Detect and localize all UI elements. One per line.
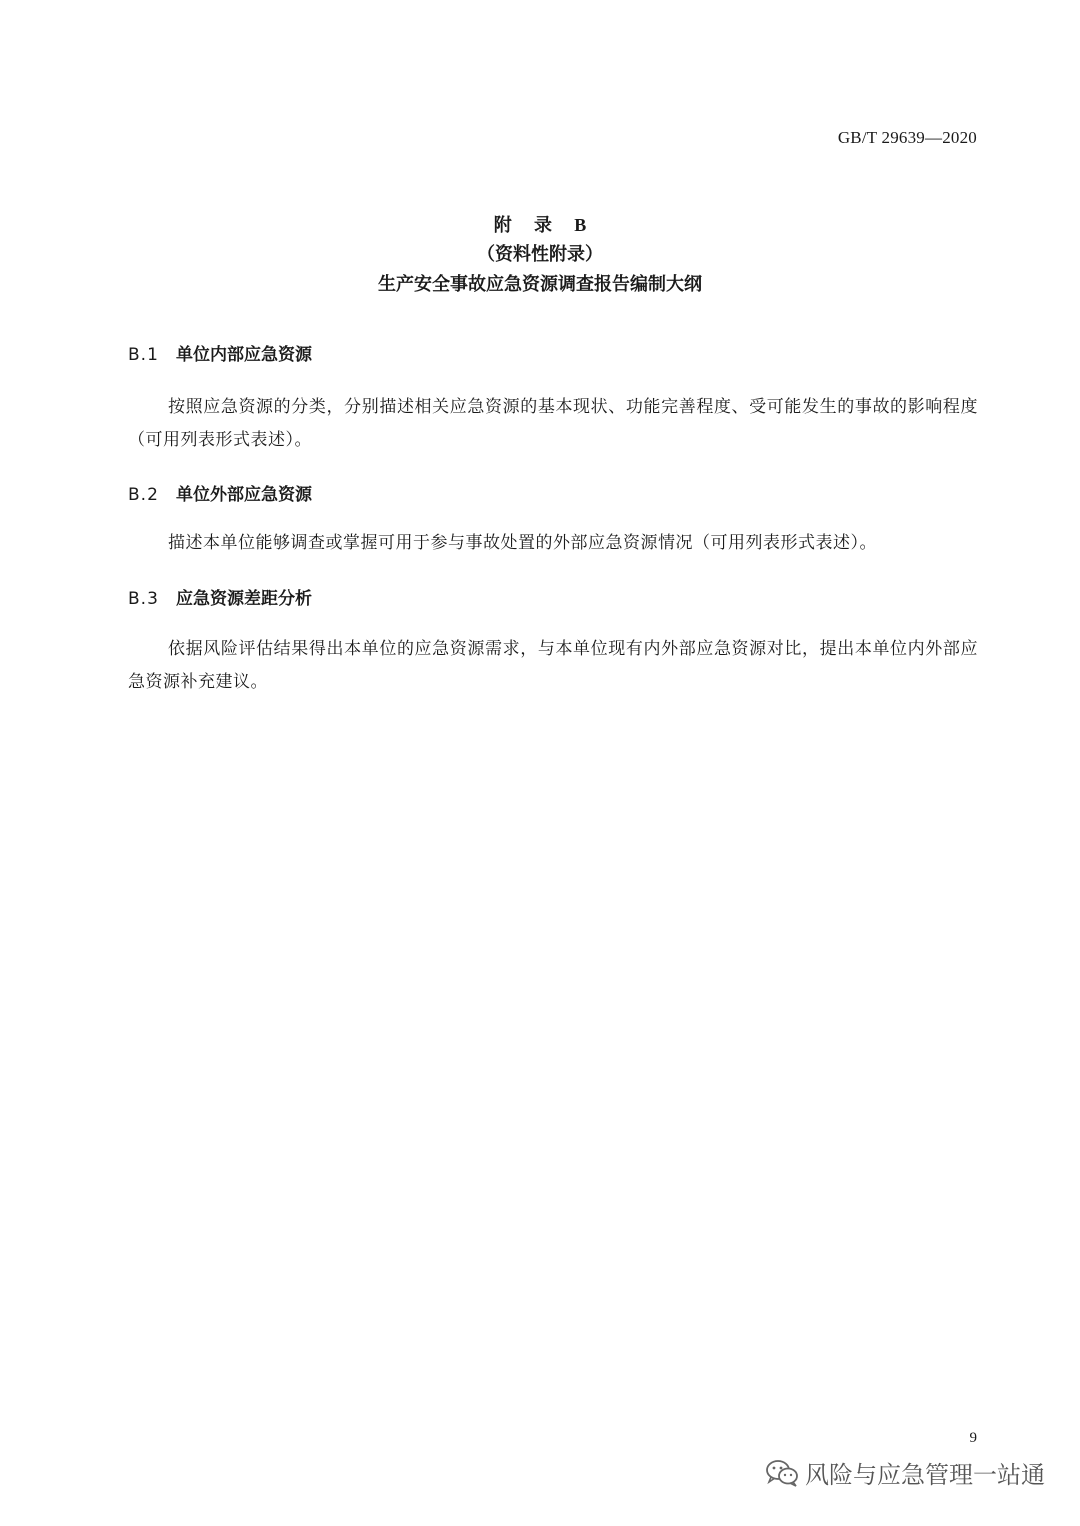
wechat-icon [765,1459,799,1487]
section-number: B.1 [128,345,159,365]
section-heading-b3 [128,584,312,609]
section-title: 单位内部应急资源 [176,345,312,365]
section-title: 单位外部应急资源 [176,485,312,505]
annex-title [0,210,1080,240]
annex-subject: 生产安全事故应急资源调查报告编制大纲 [378,274,702,295]
section-heading-b1 [128,340,312,365]
annex-title-prefix: 附 录 [493,215,560,236]
section-body-b3: 依据风险评估结果得出本单位的应急资源需求，与本单位现有内外部应急资源对比，提出本单位内外部应急资源补充建议。 [128,639,978,692]
annex-title-letter: B [574,215,587,235]
section-title: 应急资源差距分析 [176,589,312,609]
standard-number: GB/T 29639—2020 [837,128,977,147]
annex-heading [0,210,1080,300]
section-number: B.2 [128,485,159,505]
page-number: 9 [969,1430,977,1446]
watermark [765,1455,1045,1490]
watermark-text: 风险与应急管理一站通 [805,1461,1045,1489]
section-number: B.3 [128,589,159,609]
section-body-b2: 描述本单位能够调查或掌握可用于参与事故处置的外部应急资源情况（可用列表形式表述）。 [168,533,877,553]
section-heading-b2 [128,480,312,505]
section-body-b1: 按照应急资源的分类，分别描述相关应急资源的基本现状、功能完善程度、受可能发生的事故的影响程度（可用列表形式表述）。 [128,397,978,450]
annex-type: （资料性附录） [477,244,603,265]
